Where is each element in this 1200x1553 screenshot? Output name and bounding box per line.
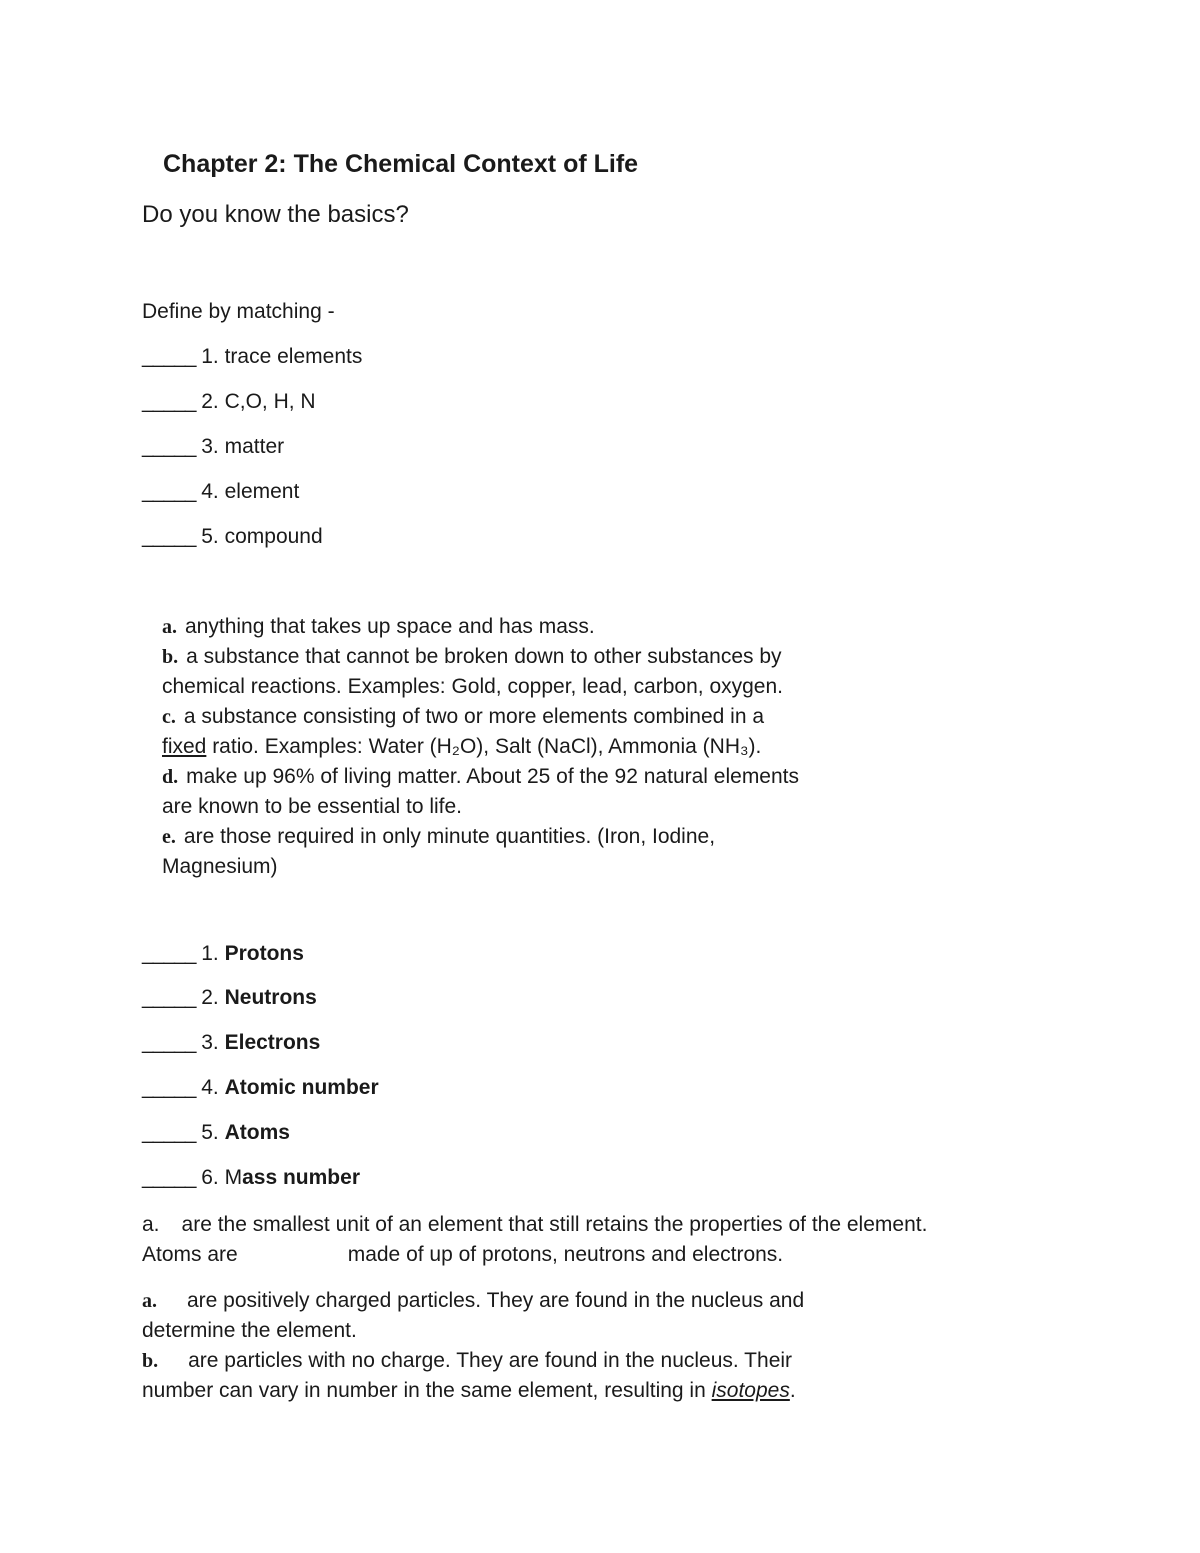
item-number: 5. (201, 1121, 219, 1144)
list-item (142, 525, 323, 549)
definition-letter: c. (162, 706, 176, 728)
list-item (142, 435, 284, 459)
definition-text: Atoms are (142, 1243, 238, 1266)
definition-text: made of up of protons, neutrons and electrons. (347, 1243, 784, 1266)
item-term: Protons (224, 942, 304, 965)
answer-blank: _____ (142, 1031, 196, 1054)
answer-blank: _____ (142, 986, 196, 1009)
page-title: Chapter 2: The Chemical Context of Life (163, 150, 639, 178)
definition-letter: a. (142, 1213, 160, 1236)
item-label: 1. trace elements (201, 345, 363, 368)
answer-blank: _____ (142, 525, 196, 548)
item-number: 3. (201, 1031, 219, 1054)
definition-letter: b. (142, 1350, 159, 1372)
definition-text: . (789, 1379, 796, 1402)
item-label: 5. compound (201, 525, 323, 548)
definition-e (162, 822, 922, 882)
definition-a1 (142, 1210, 1042, 1270)
item-term: Electrons (224, 1031, 321, 1054)
definition-letter: e. (162, 826, 176, 848)
definition-text: are positively charged particles. They are found in the nucleus and (187, 1289, 805, 1312)
item-term-prefix: M (224, 1166, 243, 1189)
answer-blank: _____ (142, 480, 196, 503)
definition-text: anything that takes up space and has mass. (185, 615, 595, 638)
item-term: Atoms (224, 1121, 290, 1144)
answer-blank: _____ (142, 1076, 196, 1099)
definition-a2 (142, 1286, 1042, 1406)
definition-text: a substance that cannot be broken down to other substances by (186, 645, 782, 668)
definition-text: number can vary in number in the same element, resulting in (142, 1379, 712, 1402)
definition-letter: a. (142, 1290, 157, 1312)
item-label: 2. C,O, H, N (201, 390, 316, 413)
list-item (142, 942, 304, 966)
definitions-list-1 (162, 612, 922, 882)
underlined-word: fixed (162, 735, 207, 758)
underlined-word: isotopes (711, 1379, 790, 1402)
matching-instruction: Define by matching - (142, 300, 335, 323)
definition-c (162, 702, 922, 762)
item-number: 4. (201, 1076, 219, 1099)
definition-text: a substance consisting of two or more elements combined in a (183, 705, 765, 728)
definition-letter: d. (162, 766, 179, 788)
item-number: 1. (201, 942, 219, 965)
definition-text: ratio. Examples: Water (H₂O), Salt (NaCl), Ammonia (NH₃). (206, 735, 762, 758)
answer-blank: _____ (142, 942, 196, 965)
list-item (142, 1166, 360, 1190)
definition-text: are particles with no charge. They are found in the nucleus. Their (188, 1349, 793, 1372)
list-item (142, 480, 299, 504)
definition-b (142, 1346, 1042, 1406)
item-number: 2. (201, 986, 219, 1009)
definition-text: determine the element. (142, 1319, 357, 1342)
definition-text: are known to be essential to life. (162, 795, 463, 818)
definition-b (162, 642, 922, 702)
item-term: Atomic number (224, 1076, 379, 1099)
page-subtitle: Do you know the basics? (142, 201, 409, 228)
list-item (142, 1031, 320, 1055)
definition-letter: b. (162, 646, 179, 668)
definition-text: are the smallest unit of an element that still retains the properties of the element. (181, 1213, 928, 1236)
definition-text: Magnesium) (162, 855, 278, 878)
item-number: 6. (201, 1166, 219, 1189)
definition-text: are those required in only minute quantities. (Iron, Iodine, (183, 825, 716, 848)
answer-blank: _____ (142, 1121, 196, 1144)
answer-blank: _____ (142, 390, 196, 413)
answer-blank: _____ (142, 1166, 196, 1189)
definition-letter: a. (162, 616, 177, 638)
answer-blank: _____ (142, 435, 196, 458)
list-item (142, 390, 316, 414)
item-term: ass number (242, 1166, 360, 1189)
list-item (142, 345, 362, 369)
definition-text: chemical reactions. Examples: Gold, copper, lead, carbon, oxygen. (162, 675, 783, 698)
item-term: Neutrons (224, 986, 317, 1009)
list-item (142, 986, 317, 1010)
answer-blank: _____ (142, 345, 196, 368)
item-label: 3. matter (201, 435, 285, 458)
item-label: 4. element (201, 480, 300, 503)
list-item (142, 1121, 290, 1145)
definition-d (162, 762, 922, 822)
list-item (142, 1076, 379, 1100)
definition-text: make up 96% of living matter. About 25 of the 92 natural elements (186, 765, 800, 788)
definition-a (162, 612, 922, 642)
